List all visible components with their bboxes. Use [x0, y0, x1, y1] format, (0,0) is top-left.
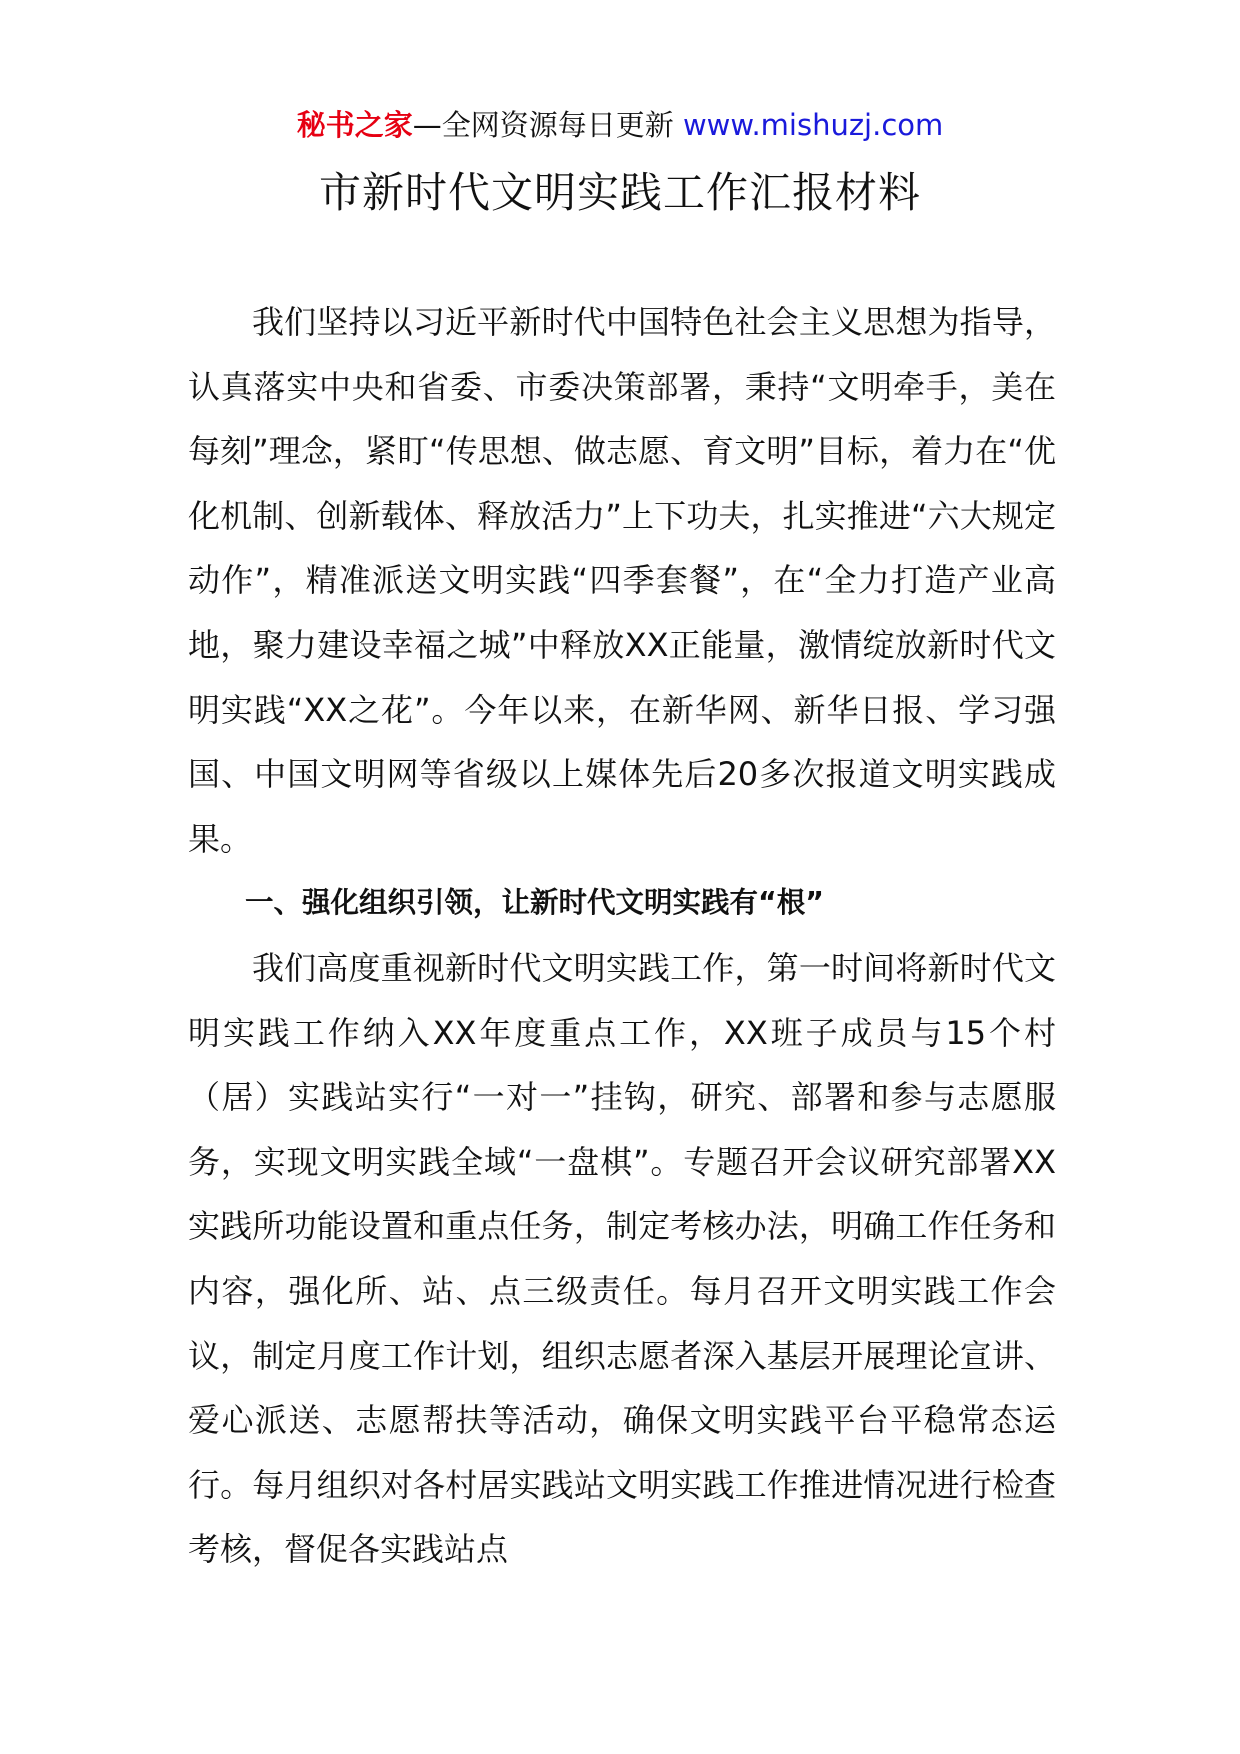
section-paragraph: 我们高度重视新时代文明实践工作，第一时间将新时代文明实践工作纳入XX年度重点工作，XX班子成员与15个村（居）实践站实行“一对一”挂钩，研究、部署和参与志愿服务，实现文明实践全域“一盘棋”。专题召开会议研究部署XX实践所功能设置和重点任务，制定考核办法，明确工作任务和内容，强化所、站、点三级责任。每月召开文明实践工作会议，制定月度工作计划，组织志愿者深入基层开展理论宣讲、爱心派送、志愿帮扶等活动，确保文明实践平台平稳常态运行。每月组织对各村居实践站文明实践工作推进情况进行检查考核，督促各实践站点: [188, 948, 1056, 1569]
site-header: [0, 100, 1240, 150]
document-title: 市新时代文明实践工作汇报材料: [318, 168, 921, 217]
document-body: [188, 290, 1056, 1582]
intro-paragraph: 我们坚持以习近平新时代中国特色社会主义思想为指导，认真落实中央和省委、市委决策部署，秉持“文明牵手，美在每刻”理念，紧盯“传思想、做志愿、育文明”目标，着力在“优化机制、创新载体、释放活力”上下功夫，扎实推进“六大规定动作”，精准派送文明实践“四季套餐”，在“全力打造产业高地，聚力建设幸福之城”中释放XX正能量，激情绽放新时代文明实践“XX之花”。今年以来，在新华网、新华日报、学习强国、中国文明网等省级以上媒体先后20多次报道文明实践成果。: [188, 303, 1056, 858]
section-heading: 一、强化组织引领，让新时代文明实践有“根”: [245, 886, 824, 920]
site-url-link[interactable]: www.mishuzj.com: [682, 108, 944, 142]
header-tagline: —全网资源每日更新: [412, 108, 683, 142]
brand-name: 秘书之家: [296, 108, 413, 142]
